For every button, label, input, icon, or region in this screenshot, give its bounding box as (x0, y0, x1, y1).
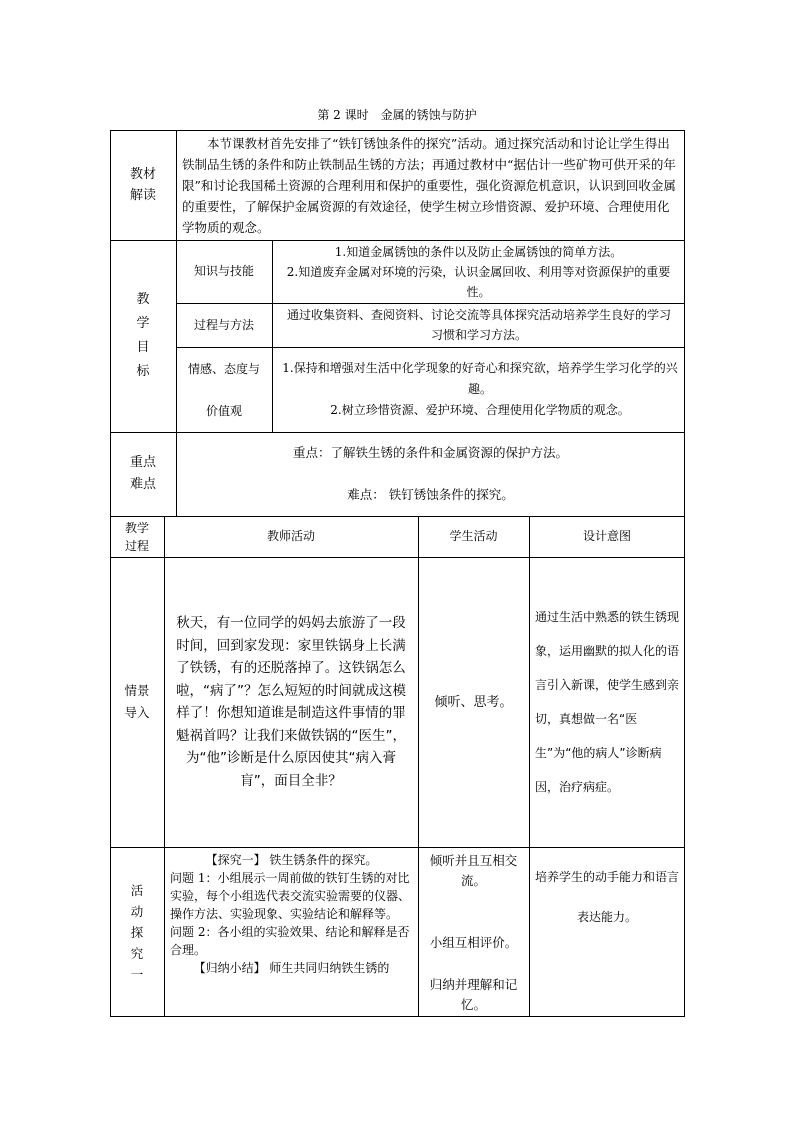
page-title: 第 2 课时 金属的锈蚀与防护 (317, 108, 477, 122)
activity-item-4: 【归纳小结】 师生共同归纳铁生锈的 (193, 961, 390, 975)
knowledge-text (276, 240, 681, 303)
activity-item-3: 问题 2：各小组的实验效果、结论和解释是否合理。 (170, 925, 410, 957)
activity-label: 活 动 探 究 一 (130, 882, 144, 982)
knowledge-label: 知识与技能 (193, 264, 254, 278)
activity-student: 倾听并且互相交流。 小组互相评价。 归纳并理解和记忆。 (429, 853, 518, 1012)
keypoint-text: 重点：了解铁生锈的条件和金属资源的保护方法。 (292, 444, 568, 460)
intro-label: 情景 导入 (124, 683, 150, 720)
emotion-label: 情感、态度与 价值观 (187, 361, 260, 418)
knowledge-item-2: 2.知道废弃金属对环境的污染，认识金属回收、利用等对资源保护的重要性。 (286, 264, 671, 299)
activity-design: 培养学生的动手能力和语言表达能力。 (535, 870, 680, 924)
emotion-text (282, 347, 678, 432)
activity-item-1: 【探究一】 铁生锈条件的探究。 (205, 853, 378, 867)
design-header: 设计意图 (582, 529, 631, 543)
activity-item-2: 问题 1：小组展示一周前做的铁钉生锈的对比实验，每个小组选代表交流实验需要的仪器、操作方法、实验现象、实验结论和解释等。 (170, 871, 411, 921)
teacher-header: 教师活动 (266, 529, 315, 543)
intro-teacher: 秋天，有一位同学的妈妈去旅游了一段时间，回到家发现：家里铁锅身上长满了铁锈，有的还脱落掉了。这铁锅怎么啦，“病了”？怎么短短的时间就成这模样了！你想知道谁是制造这件事情的罪魁祸首吗？让我们来做铁锅的“医生”，为“他”诊断是什么原因使其“病入膏肓”，面目全非？ (176, 615, 406, 789)
knowledge-item-1: 1.知道金属锈蚀的条件以及防止金属锈蚀的简单方法。 (334, 244, 623, 259)
emotion-item-1: 1.保持和增强对生活中化学现象的好奇心和探究欲，培养学生学习化学的兴趣。 (282, 361, 678, 396)
process-goal-text: 通过收集资料、查阅资料、讨论交流等具体探究活动培养学生良好的学习习惯和学习方法。 (286, 308, 671, 342)
student-header: 学生活动 (449, 529, 498, 543)
intro-student: 倾听、思考。 (434, 694, 513, 710)
activity-teacher (170, 851, 413, 1017)
material-label: 教材 解读 (129, 167, 156, 203)
goals-label: 教 学 目 标 (136, 292, 150, 379)
keypoints-label: 重点 难点 (129, 455, 156, 492)
process-label: 教学 过程 (124, 520, 149, 553)
material-text: 本节课教材首先安排了“铁钉锈蚀条件的探究”活动。通过探究活动和讨论让学生得出铁制品生锈的条件和防止铁制品生锈的方法；再通过教材中“据估计一些矿物可供开采的年限”和讨论我国稀土资源的合理利用和保护的重要性，强化资源危机意识，认识到回收金属的重要性，了解保护金属资源的有效途径，使学生树立珍惜资源、爱护环境、合理使用化学物质的观念。 (182, 135, 676, 235)
emotion-item-2: 2.树立珍惜资源、爱护环境、合理使用化学物质的观念。 (330, 403, 630, 417)
process-goal-label: 过程与方法 (193, 317, 254, 332)
difficulty-text: 难点： 铁钉锈蚀条件的探究。 (347, 486, 514, 502)
intro-design: 通过生活中熟悉的铁生锈现象，运用幽默的拟人化的语言引入新课，使学生感到亲切，真想做一名“医生”为“他的病人”诊断病因，治疗病症。 (535, 610, 680, 794)
